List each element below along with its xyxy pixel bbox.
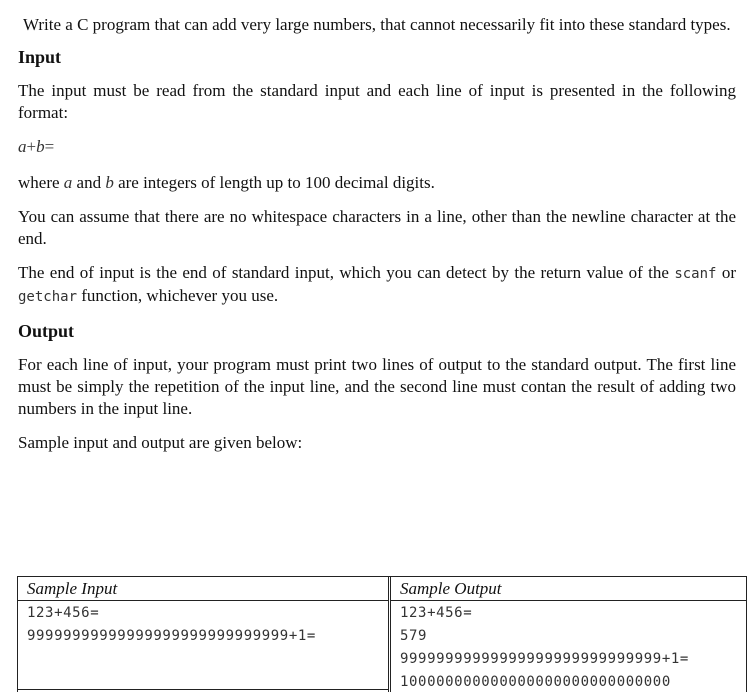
format-b: b bbox=[36, 137, 45, 156]
sample-input-header: Sample Input bbox=[18, 577, 388, 601]
sample-output-body bbox=[391, 601, 746, 694]
where-text bbox=[18, 172, 736, 194]
whitespace-text: You can assume that there are no whitespace characters in a line, other than the newline character at the end. bbox=[18, 207, 736, 248]
format-plus: + bbox=[26, 137, 37, 156]
input-description: The input must be read from the standard input and each line of input is presented in the following format: bbox=[18, 81, 736, 122]
sample-output-column bbox=[388, 577, 746, 692]
sample-output-line: 99999999999999999999999999999+1= bbox=[400, 651, 689, 667]
sample-table bbox=[17, 576, 747, 692]
sample-input-column bbox=[18, 577, 388, 692]
end-post: function, whichever you use. bbox=[77, 286, 279, 305]
problem-statement bbox=[18, 14, 736, 466]
scanf-code: scanf bbox=[674, 266, 717, 282]
where-b: b bbox=[105, 173, 114, 192]
format-equals: = bbox=[44, 137, 55, 156]
format-a: a bbox=[18, 137, 27, 156]
getchar-code: getchar bbox=[18, 289, 78, 305]
sample-output-header: Sample Output bbox=[391, 577, 746, 601]
end-pre: The end of input is the end of standard input, which you can detect by the return value of the bbox=[18, 263, 675, 282]
where-post: are integers of length up to 100 decimal digits. bbox=[113, 173, 435, 192]
where-pre: where bbox=[18, 173, 64, 192]
output-description: For each line of input, your program must print two lines of output to the standard output. The first line must be simply the repetition of the input line, and the second line must contan the result of adding two numbers in the input line. bbox=[18, 355, 736, 418]
end-or: or bbox=[716, 263, 736, 282]
sample-input-body bbox=[18, 601, 388, 648]
sample-input-line: 99999999999999999999999999999+1= bbox=[27, 628, 316, 644]
end-of-input-text bbox=[18, 262, 736, 308]
output-heading: Output bbox=[18, 321, 75, 341]
intro-text: Write a C program that can add very large numbers, that cannot necessarily fit into these standard types. bbox=[23, 15, 731, 34]
sample-intro: Sample input and output are given below: bbox=[18, 433, 303, 452]
table-bottom-rule bbox=[17, 689, 388, 690]
where-and: and bbox=[72, 173, 106, 192]
sample-output-line: 100000000000000000000000000000 bbox=[400, 674, 671, 690]
where-a: a bbox=[63, 173, 73, 192]
sample-output-line: 579 bbox=[400, 628, 428, 644]
input-heading: Input bbox=[18, 47, 62, 67]
sample-input-line: 123+456= bbox=[27, 605, 100, 621]
sample-output-line: 123+456= bbox=[400, 605, 473, 621]
input-format bbox=[18, 136, 736, 158]
